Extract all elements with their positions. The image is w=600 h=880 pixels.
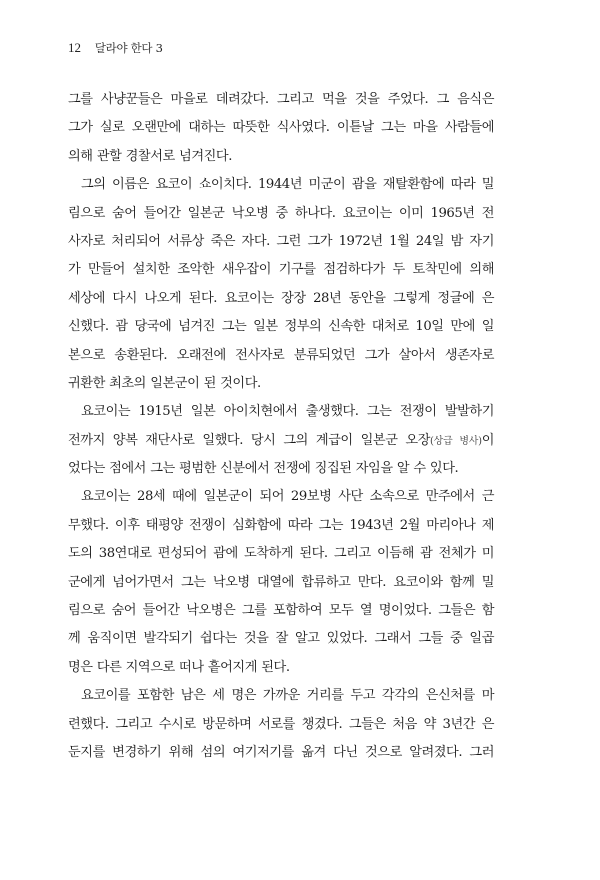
text-line: 둔지를 변경하기 위해 섬의 여기저기를 옮겨 다닌 것으로 알려졌다. 그러 bbox=[68, 744, 494, 760]
text-line: 귀환한 최초의 일본군이 된 것이다. bbox=[68, 375, 261, 391]
running-header bbox=[68, 39, 163, 57]
text-segment: 전까지 양복 재단사로 일했다. 당시 그의 계급이 일본군 오장 bbox=[68, 432, 430, 448]
book-title: 달라야 한다 3 bbox=[94, 41, 163, 55]
text-line: 림으로 숨어 들어간 일본군 낙오병 중 하나다. 요코이는 이미 1965년 전 bbox=[68, 205, 494, 221]
text-line: 세상에 다시 나오게 된다. 요코이는 장장 28년 동안을 그렇게 정글에 은 bbox=[68, 290, 494, 306]
text-line: 련했다. 그리고 수시로 방문하며 서로를 챙겼다. 그들은 처음 약 3년간 은 bbox=[68, 716, 494, 732]
text-line: 군에게 넘어가면서 그는 낙오병 대열에 합류하고 만다. 요코이와 함께 밀 bbox=[68, 574, 494, 590]
text-line: 의해 관할 경찰서로 넘겨진다. bbox=[68, 148, 232, 164]
paragraph-start-line: 요코이를 포함한 남은 세 명은 가까운 거리를 두고 각각의 은신처를 마 bbox=[81, 688, 494, 704]
paragraph-start-line: 요코이는 1915년 일본 아이치현에서 출생했다. 그는 전쟁이 발발하기 bbox=[81, 404, 494, 420]
paragraph-start-line: 그의 이름은 요코이 쇼이치다. 1944년 미군이 괌을 재탈환함에 따라 밀 bbox=[81, 177, 494, 193]
text-line: 림으로 숨어 들어간 낙오병은 그를 포함하여 모두 열 명이었다. 그들은 함 bbox=[68, 603, 494, 619]
text-line: 사자로 처리되어 서류상 죽은 자다. 그런 그가 1972년 1월 24일 밤 자기 bbox=[68, 233, 494, 249]
text-line: 가 만들어 설치한 조악한 새우잡이 기구를 점검하다가 두 토착민에 의해 bbox=[68, 262, 494, 278]
paragraph-start-line: 요코이는 28세 때에 일본군이 되어 29보병 사단 소속으로 만주에서 근 bbox=[81, 489, 494, 505]
text-line: 명은 다른 지역으로 떠나 흩어지게 된다. bbox=[68, 659, 290, 675]
text-line: 께 움직이면 발각되기 쉽다는 것을 잘 알고 있었다. 그래서 그들 중 일곱 bbox=[68, 631, 494, 647]
text-line: 었다는 점에서 그는 평범한 신분에서 전쟁에 징집된 자임을 알 수 있다. bbox=[68, 461, 459, 477]
page-number: 12 bbox=[68, 40, 81, 55]
text-line: 본으로 송환된다. 오래전에 전사자로 분류되었던 그가 살아서 생존자로 bbox=[68, 347, 494, 363]
text-line: 무했다. 이후 태평양 전쟁이 심화함에 따라 그는 1943년 2월 마리아나 제 bbox=[68, 517, 494, 533]
text-line: 신했다. 괌 당국에 넘겨진 그는 일본 정부의 신속한 대처로 10일 만에 일 bbox=[68, 319, 494, 335]
text-segment: 이 bbox=[481, 432, 494, 448]
text-line: 그를 사냥꾼들은 마을로 데려갔다. 그리고 먹을 것을 주었다. 그 음식은 bbox=[68, 92, 494, 107]
rank-annotation: (상급 병사) bbox=[430, 435, 482, 447]
text-line: 도의 38연대로 편성되어 괌에 도착하게 된다. 그리고 이듬해 괌 전체가 미 bbox=[68, 546, 494, 562]
body-text bbox=[68, 86, 494, 767]
text-line-with-annotation bbox=[68, 427, 494, 455]
text-line: 그가 실로 오랜만에 대하는 따뜻한 식사였다. 이튿날 그는 마을 사람들에 bbox=[68, 120, 494, 136]
